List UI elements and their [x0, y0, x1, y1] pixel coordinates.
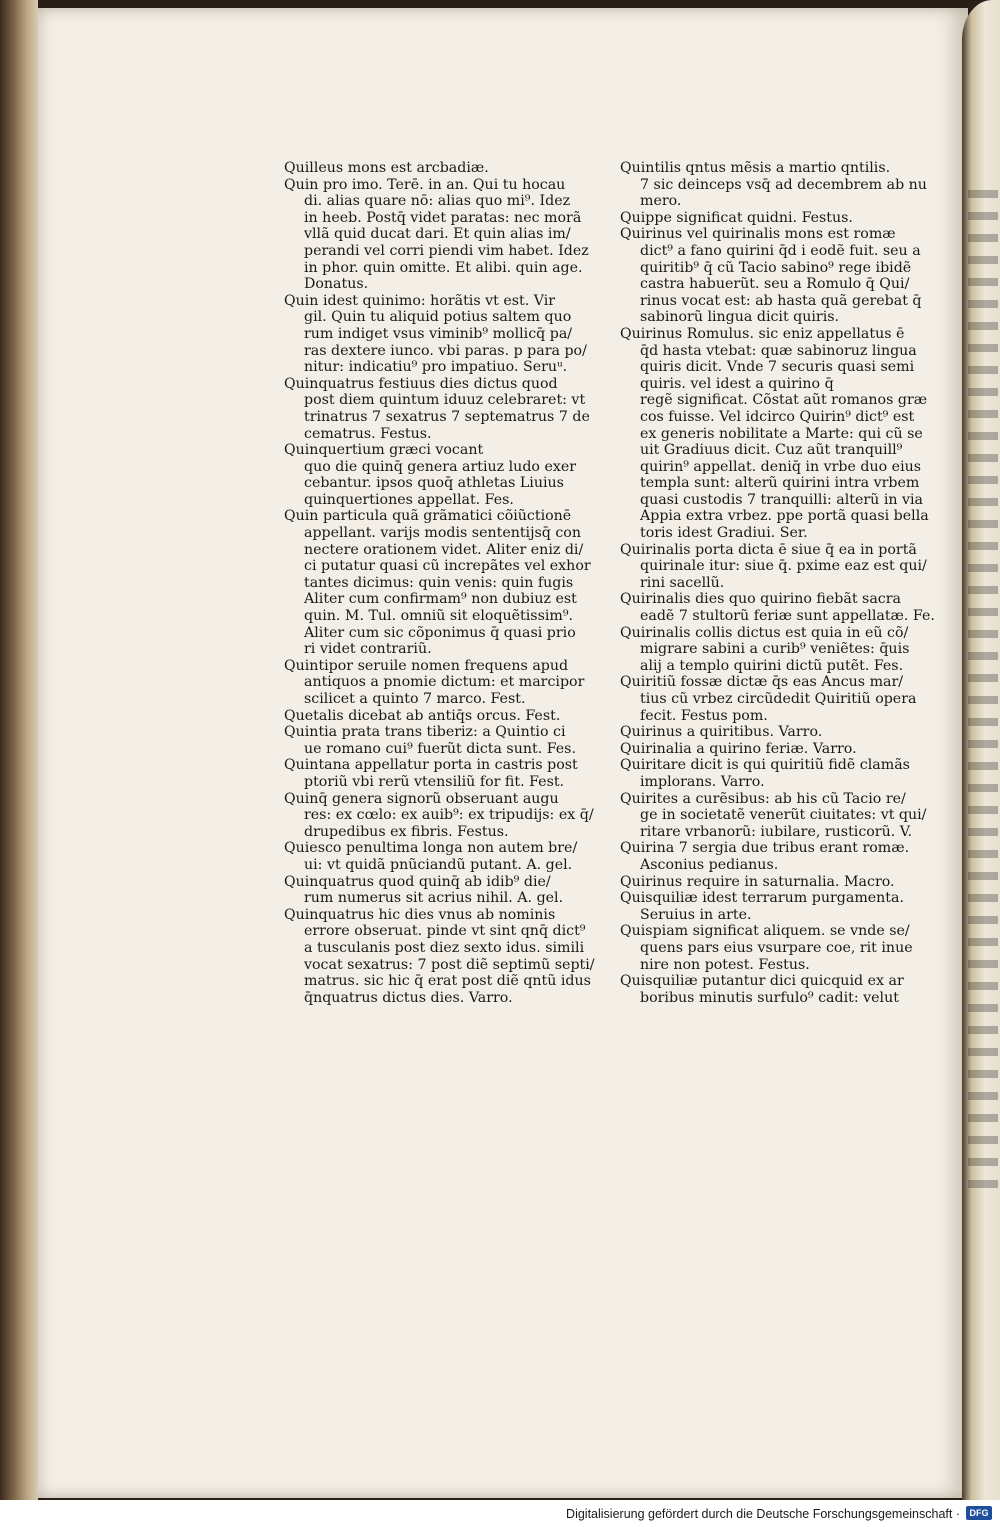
- text-line: migrare sabini a curib⁹ veniẽtes: q̄uis: [640, 641, 910, 658]
- text-line: Aliter cum confirmam⁹ non dubiuz est: [304, 591, 577, 608]
- text-line: appellant. varijs modis sententijsq̄ con: [304, 525, 581, 542]
- text-line: Donatus.: [304, 276, 369, 293]
- text-line: Quintipor seruile nomen frequens apud: [284, 657, 569, 674]
- text-line: Quintia prata trans tiberiz: a Quintio ci: [284, 724, 566, 741]
- dfg-logo: DFG: [966, 1506, 992, 1520]
- text-line: cos fuisse. Vel idcirco Quirin⁹ dict⁹ est: [640, 408, 915, 425]
- text-line: dict⁹ a fano quirini q̄d i eodẽ fuit. seu a: [640, 242, 921, 259]
- digitization-footer: [0, 1500, 1000, 1527]
- text-line: gil. Quin tu aliquid potius saltem quo: [304, 309, 572, 326]
- text-line: quirin⁹ appellat. deniq̄ in vrbe duo eius: [640, 458, 922, 475]
- text-line: rum numerus sit acrius nihil. A. gel.: [304, 890, 564, 907]
- text-line: errore obseruat. pinde vt sint qnq̄ dict⁹: [304, 923, 586, 940]
- text-line: cematrus. Festus.: [304, 425, 432, 442]
- text-line: Quiritare dicit is qui quiritiũ fidẽ clamãs: [620, 757, 910, 774]
- text-line: quiritib⁹ q̄ cũ Tacio sabino⁹ rege ibidẽ: [640, 259, 912, 276]
- text-line: di. alias quare nō: alias quo mi⁹. Idez: [304, 193, 571, 210]
- text-line: Quinquatrus quod quinq̄ ab idib⁹ die/: [284, 873, 551, 890]
- text-line: Quintana appellatur porta in castris post: [284, 757, 578, 774]
- text-line: Quirinus a quiritibus. Varro.: [620, 724, 823, 741]
- text-line: nitur: indicatiu⁹ pro impatiuo. Seruᵘ.: [304, 359, 568, 376]
- text-line: Quispiam significat aliquem. se vnde se/: [620, 923, 910, 940]
- footer-credit-text: Digitalisierung gefördert durch die Deutsche Forschungsgemeinschaft ·: [566, 1507, 960, 1521]
- text-line: quiris dicit. Vnde 7 securis quasi semi: [640, 359, 915, 376]
- text-line: quin. M. Tul. omniũ sit eloquẽtissim⁹.: [304, 608, 574, 625]
- text-line: a tusculanis post diez sexto idus. simili: [304, 939, 585, 956]
- text-line: 7 sic deinceps vsq̄ ad decembrem ab nu: [640, 176, 927, 193]
- text-line: q̄d hasta vtebat: quæ sabinoruz lingua: [640, 342, 917, 359]
- text-line: Asconius pedianus.: [640, 856, 779, 873]
- text-line: vocat sexatrus: 7 post diẽ septimũ septi/: [304, 956, 595, 973]
- text-line: res: ex cœlo: ex auib⁹: ex tripudijs: ex q̄/: [304, 807, 594, 824]
- text-line: uit Gradiuus dicit. Cuz aũt tranquill⁹: [640, 442, 903, 459]
- text-line: Quiesco penultima longa non autem bre/: [284, 840, 578, 857]
- text-line: ci putatur quasi cũ increpãtes vel exhor: [304, 558, 591, 575]
- book-page-edge: [0, 0, 38, 1500]
- text-line: Quirinalis collis dictus est quia in eũ cõ/: [620, 624, 909, 641]
- text-line: Quetalis dicebat ab antiq̄s orcus. Fest.: [284, 707, 561, 724]
- text-line: tantes dicimus: quin venis: quin fugis: [304, 574, 574, 591]
- text-line: matrus. sic hic q̄ erat post diẽ qntũ idus: [304, 973, 591, 990]
- text-line: Quinquatrus festiuus dies dictus quod: [284, 375, 558, 392]
- text-line: scilicet a quinto 7 marco. Fest.: [304, 691, 526, 707]
- text-line: Aliter cum sic cõponimus q̄ quasi prio: [304, 624, 576, 641]
- right-text-column: [620, 160, 935, 1006]
- text-line: Quiritiũ fossæ dictæ q̄s eas Ancus mar/: [620, 674, 904, 691]
- text-line: Quin particula quã grãmatici cõiũctionē: [284, 508, 572, 525]
- text-line: quasi custodis 7 tranquilli: alterũ in via: [640, 491, 924, 508]
- text-line: Quirina 7 sergia due tribus erant romæ.: [620, 840, 910, 857]
- text-line: trinatrus 7 sexatrus 7 septematrus 7 de: [304, 408, 590, 425]
- text-line: quo die quinq̄ genera artiuz ludo exer: [304, 458, 577, 475]
- text-line: in phor. quin omitte. Et alibi. quin age.: [304, 259, 583, 276]
- text-line: boribus minutis surfulo⁹ cadit: velut: [640, 989, 899, 1006]
- text-line: tius cũ vrbez circũdedit Quiritiũ opera: [640, 691, 917, 707]
- text-line: vllã quid ducat dari. Et quin alias im/: [304, 226, 571, 243]
- text-line: Quirinalis dies quo quirino fiebãt sacra: [620, 591, 901, 608]
- text-line: ptoriũ vbi rerũ vtensiliũ for fit. Fest.: [304, 773, 565, 790]
- text-line: post diem quintum iduuz celebraret: vt: [304, 392, 586, 409]
- text-line: Quirites a curẽsibus: ab his cũ Tacio re/: [620, 790, 906, 807]
- text-line: regẽ significat. Cõstat aũt romanos græ: [640, 392, 928, 409]
- text-line: q̄nquatrus dictus dies. Varro.: [304, 989, 513, 1006]
- text-line: fecit. Festus pom.: [640, 707, 768, 724]
- text-line: rum indiget vsus viminib⁹ mollicq̄ pa/: [304, 325, 573, 342]
- facing-page-edge: [962, 0, 1000, 1500]
- text-line: quinquertiones appellat. Fes.: [304, 491, 514, 508]
- text-line: ui: vt quidã pnũciandũ putant. A. gel.: [304, 856, 573, 873]
- text-line: drupedibus ex fibris. Festus.: [304, 823, 509, 840]
- text-line: ex generis nobilitate a Marte: qui cũ se: [640, 425, 923, 442]
- text-line: Quirinus Romulus. sic eniz appellatus ē: [620, 325, 905, 342]
- text-line: Quirinalis porta dicta ē siue q̄ ea in portã: [620, 541, 917, 558]
- text-line: alij a templo quirini dictũ putẽt. Fes.: [640, 657, 904, 674]
- text-line: Quirinus vel quirinalis mons est romæ: [620, 226, 896, 243]
- text-line: Quinquatrus hic dies vnus ab nominis: [284, 906, 556, 923]
- text-line: Quinquertium græci vocant: [284, 442, 484, 459]
- text-line: nectere orationem videt. Aliter eniz di/: [304, 541, 584, 558]
- text-line: ue romano cui⁹ fuerũt dicta sunt. Fes.: [304, 740, 576, 757]
- text-line: rinus vocat est: ab hasta quã gerebat q̄: [640, 292, 922, 309]
- text-line: Quisquiliæ putantur dici quicquid ex ar: [620, 973, 904, 990]
- text-line: cebantur. ipsos quoq̄ athletas Liuius: [304, 475, 564, 492]
- text-line: Quin idest quinimo: horãtis vt est. Vir: [284, 292, 556, 309]
- text-line: Appia extra vrbez. ppe portã quasi bella: [640, 508, 929, 525]
- text-line: mero.: [640, 193, 682, 210]
- text-line: Quippe significat quidni. Festus.: [620, 209, 853, 226]
- text-line: perandi vel corri piendi vim habet. Idez: [304, 242, 589, 259]
- text-line: Quintilis qntus mẽsis a martio qntilis.: [620, 160, 891, 176]
- left-text-column: [284, 160, 595, 1006]
- text-line: Quisquiliæ idest terrarum purgamenta.: [620, 890, 904, 907]
- text-line: Quin pro imo. Terē. in an. Qui tu hocau: [284, 176, 566, 193]
- text-line: antiquos a pnomie dictum: et marcipor: [304, 674, 585, 691]
- text-line: nire non potest. Festus.: [640, 956, 810, 973]
- text-line: Quinq̄ genera signorũ obseruant augu: [284, 790, 559, 807]
- text-line: toris idest Gradiui. Ser.: [640, 525, 808, 542]
- text-line: castra habuerũt. seu a Romulo q̄ Qui/: [640, 276, 910, 293]
- text-line: sabinorũ lingua dicit quiris.: [640, 309, 840, 326]
- text-line: in heeb. Postq̄ videt paratas: nec morã: [304, 209, 582, 226]
- text-line: ri videt contrariũ.: [304, 641, 432, 658]
- facing-page-text-bleed: [968, 190, 998, 1190]
- text-line: implorans. Varro.: [640, 773, 765, 790]
- text-line: quiris. vel idest a quirino q̄: [640, 375, 834, 392]
- text-line: eadẽ 7 stultorũ feriæ sunt appellatæ. Fe.: [640, 608, 935, 625]
- text-line: ras dextere iunco. vbi paras. p para po/: [304, 342, 587, 359]
- text-line: quens pars eius vsurpare coe, rit inue: [640, 939, 913, 956]
- text-line: quirinale itur: siue q̄. pxime eaz est qui/: [640, 558, 927, 575]
- text-line: templa sunt: alterũ quirini intra vrbem: [640, 475, 920, 492]
- text-line: ritare vrbanorũ: iubilare, rusticorũ. V.: [640, 823, 913, 840]
- text-line: ge in societatẽ venerũt ciuitates: vt qui/: [640, 807, 927, 824]
- text-line: Quirinus require in saturnalia. Macro.: [620, 873, 895, 890]
- text-line: rini sacellũ.: [640, 574, 725, 591]
- text-line: Quirinalia a quirino feriæ. Varro.: [620, 740, 857, 757]
- text-line: Seruius in arte.: [640, 906, 752, 923]
- text-line: Quilleus mons est arcbadiæ.: [284, 160, 489, 176]
